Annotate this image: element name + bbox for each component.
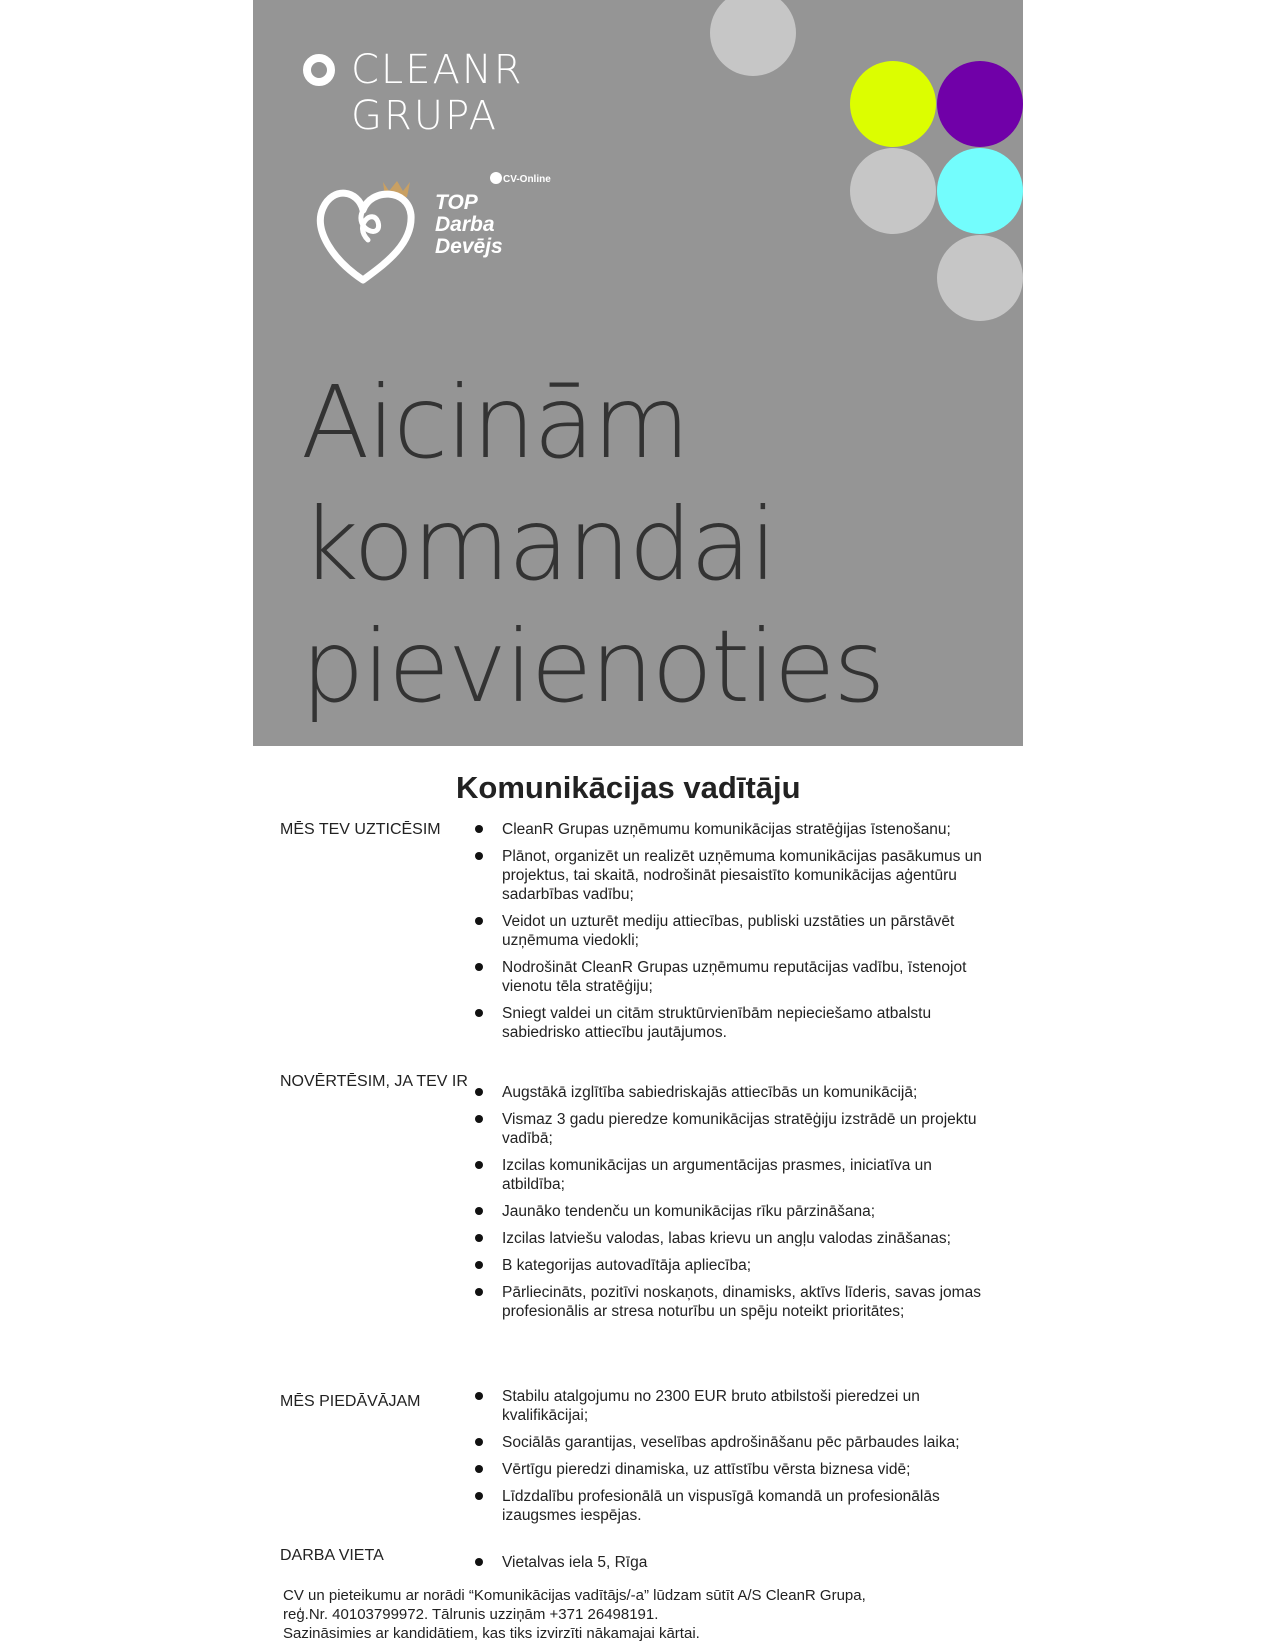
decor-circle-gray [850,148,936,234]
section-label-trust: MĒS TEV UZTICĒSIM [280,821,441,838]
location-list [475,1553,995,1580]
list-item: Stabilu atalgojumu no 2300 EUR bruto atbilstoši pieredzei un kvalifikācijai; [475,1387,995,1425]
trust-list [475,820,995,1050]
list-item: Plānot, organizēt un realizēt uzņēmuma komunikācijas pasākumus un projektus, tai skaitā, nodrošināt piesaistīto komunikācijas aģentūru sadarbības vadību; [475,847,995,904]
list-item: Veidot un uzturēt mediju attiecības, publiski uzstāties un pārstāvēt uzņēmuma viedokli; [475,912,995,950]
decor-circle-purple [937,61,1023,147]
list-item: Sniegt valdei un citām struktūrvienībām nepieciešamo atbalstu sabiedrisko attiecību jautājumos. [475,1004,995,1042]
list-item: Izcilas komunikācijas un argumentācijas prasmes, iniciatīva un atbildība; [475,1156,995,1194]
value-list [475,1083,995,1329]
offer-list [475,1387,995,1533]
headline-line2: komandai [301,486,776,603]
hero-headline [301,362,883,728]
headline-line1: Aicinām [301,364,689,481]
list-item: Vietalvas iela 5, Rīga [475,1553,995,1572]
list-item: Izcilas latviešu valodas, labas krievu un angļu valodas zināšanas; [475,1229,995,1248]
section-label-offer: MĒS PIEDĀVĀJAM [280,1393,421,1410]
badge-title [435,192,503,258]
cv-online-label: CV-Online [503,174,551,185]
badge-line2: Darba [435,213,495,236]
job-title: Komunikācijas vadītāju [456,770,801,805]
section-label-location: DARBA VIETA [280,1547,384,1564]
list-item: Līdzdalību profesionālā un vispusīgā komandā un profesionālās izaugsmes iespējas. [475,1487,995,1525]
decor-circle-bottom [937,235,1023,321]
badge-line3: Devējs [435,235,503,258]
headline-line3: pievienoties [301,608,884,725]
list-item: Vērtīgu pieredzi dinamiska, uz attīstību vērsta biznesa vidē; [475,1460,995,1479]
logo-text-line1: CLEANR [351,47,524,93]
footer-line2: reģ.Nr. 40103799972. Tālrunis uzziņām +371 26498191. [283,1606,659,1623]
logo-ring-icon [303,54,335,86]
top-employer-badge [313,170,551,290]
list-item: Augstākā izglītība sabiedriskajās attiecībās un komunikācijā; [475,1083,995,1102]
footer-line1: CV un pieteikumu ar norādi “Komunikācijas vadītājs/-a” lūdzam sūtīt A/S CleanR Grupa, [283,1587,866,1604]
decor-circle-cyan [937,148,1023,234]
list-item: B kategorijas autovadītāja apliecība; [475,1256,995,1275]
list-item: Jaunāko tendenču un komunikācijas rīku pārzināšana; [475,1202,995,1221]
list-item: CleanR Grupas uzņēmumu komunikācijas stratēģijas īstenošanu; [475,820,995,839]
decor-circle-top [710,0,796,76]
section-label-value: NOVĒRTĒSIM, JA TEV IR [280,1073,468,1090]
list-item: Pārliecināts, pozitīvi noskaņots, dinamisks, aktīvs līderis, savas jomas profesionālis ar stresa noturību un spēju noteikt prioritātes; [475,1283,995,1321]
logo-text-line2: GRUPA [351,93,498,139]
list-item: Vismaz 3 gadu pieredze komunikācijas stratēģiju izstrādē un projektu vadībā; [475,1110,995,1148]
decor-circle-lime [850,61,936,147]
application-footer [283,1586,866,1643]
badge-line1: TOP [435,191,478,214]
list-item: Nodrošināt CleanR Grupas uzņēmumu reputācijas vadību, īstenojot vienotu tēla stratēģiju; [475,958,995,996]
footer-line3: Sazināsimies ar kandidātiem, kas tiks izvirzīti nākamajai kārtai. [283,1625,700,1642]
hero-banner [253,0,1023,746]
list-item: Sociālās garantijas, veselības apdrošināšanu pēc pārbaudes laika; [475,1433,995,1452]
